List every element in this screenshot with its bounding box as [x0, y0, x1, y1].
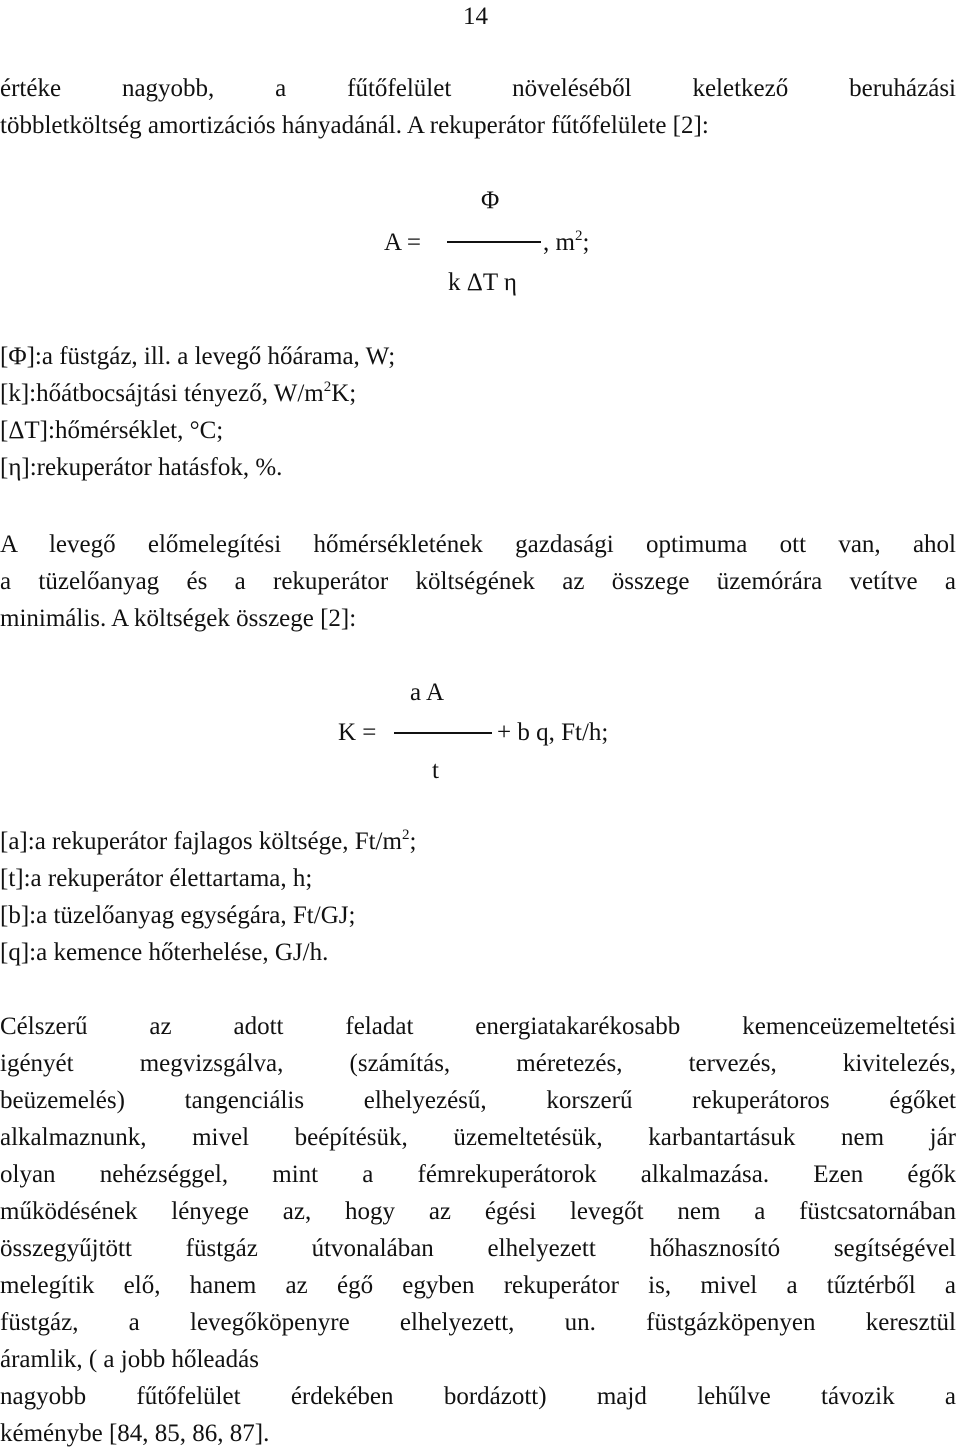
fraction-bar: [447, 241, 541, 243]
definition-line: [a]:a rekuperátor fajlagos költsége, $Ft/m^2$;: [0, 827, 417, 855]
definition-line: [η]:rekuperátor hatásfok, %.: [0, 454, 283, 481]
text-line: olyan nehézséggel, mint a fémrekuperátorok alkalmazása. Ezen égők: [0, 1161, 956, 1188]
text-line: kéménybe [84, 85, 86, 87].: [0, 1420, 270, 1447]
definition-line: [q]:a kemence hőterhelése, GJ/h.: [0, 939, 329, 966]
definition-line: [k]:hőátbocsájtási tényező, $W/m^2K$;: [0, 379, 357, 407]
formula-numerator: Φ: [481, 187, 500, 214]
text-line: igényét megvizsgálva, (számítás, méretezés, tervezés, kivitelezés,: [0, 1050, 956, 1077]
text-line: minimális. A költségek összege [2]:: [0, 605, 357, 632]
formula2-definitions: [0, 823, 416, 971]
formula-lhs: K =: [338, 719, 377, 746]
text-line: értéke nagyobb, a fűtőfelület növeléséből keletkező beruházási: [0, 75, 956, 102]
formula-lhs: A =: [384, 229, 422, 256]
formula-rhs: + b q, Ft/h;: [497, 719, 609, 746]
formula1-definitions: [0, 338, 395, 486]
text-line: a tüzelőanyag és a rekuperátor költségének az összege üzemórára vetítve a: [0, 568, 956, 595]
definition-line: [ΔT]:hőmérséklet, °C;: [0, 417, 224, 444]
text-line: Célszerű az adott feladat energiatakarékosabb kemenceüzemeltetési: [0, 1013, 956, 1040]
fraction-bar: [394, 732, 492, 734]
formula-denominator: k ΔT η: [448, 269, 517, 296]
page-number: 14: [463, 3, 488, 30]
optimum-paragraph: [0, 526, 956, 637]
text-line: áramlik, ( a jobb hőleadás: [0, 1346, 259, 1373]
text-line: A levegő előmelegítési hőmérsékletének gazdasági optimuma ott van, ahol: [0, 531, 956, 558]
text-line: többletköltség amortizációs hányadánál. A rekuperátor fűtőfelülete [2]:: [0, 112, 709, 139]
formula-numerator: a A: [410, 679, 445, 706]
formula-denominator: t: [432, 757, 439, 784]
text-line: működésének lényege az, hogy az égési levegőt nem a füstcsatornában: [0, 1198, 956, 1225]
text-line: összegyűjtött füstgáz útvonalában elhelyezett hőhasznosító segítségével: [0, 1235, 956, 1262]
intro-paragraph: [0, 70, 956, 144]
text-line: füstgáz, a levegőköpenyre elhelyezett, un. füstgázköpenyen keresztül: [0, 1309, 956, 1336]
text-line: melegítik elő, hanem az égő egyben rekuperátor is, mivel a tűztérből a: [0, 1272, 956, 1299]
text-line: beüzemelés) tangenciális elhelyezésű, korszerű rekuperátoros égőket: [0, 1087, 956, 1114]
definition-line: [b]:a tüzelőanyag egységára, Ft/GJ;: [0, 902, 356, 929]
text-line: nagyobb fűtőfelület érdekében bordázott) majd lehűlve távozik a: [0, 1383, 956, 1410]
definition-line: [Φ]:a füstgáz, ill. a levegő hőárama, W;: [0, 343, 396, 370]
text-line: alkalmaznunk, mivel beépítésük, üzemeltetésük, karbantartásuk nem jár: [0, 1124, 956, 1151]
burner-paragraph: [0, 1008, 956, 1452]
definition-line: [t]:a rekuperátor élettartama, h;: [0, 865, 313, 892]
formula-unit: , $m^2$;: [543, 228, 590, 256]
